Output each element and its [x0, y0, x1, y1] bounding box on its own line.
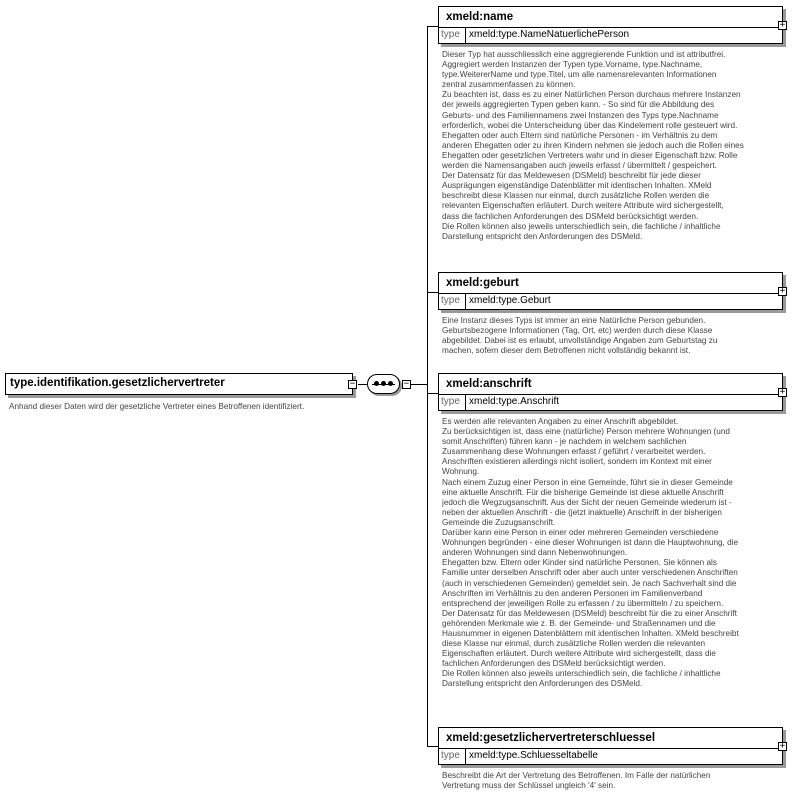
root-type-name: type.identifikation.gesetzlichervertreter	[10, 377, 225, 389]
element-type-row	[439, 394, 782, 410]
connector-branch-name	[427, 26, 438, 27]
connector-vertical-trunk	[427, 26, 428, 746]
element-type: xmeld:type.Schluesseltabelle	[469, 750, 598, 761]
element-type-row	[439, 748, 782, 764]
element-name: xmeld:anschrift	[446, 378, 532, 390]
element-type-row	[439, 293, 782, 309]
type-label: type	[439, 28, 466, 43]
element-type: xmeld:type.Anschrift	[469, 396, 560, 407]
element-name: xmeld:name	[446, 11, 514, 23]
expand-icon[interactable]: +	[779, 741, 786, 751]
element-type: xmeld:type.NameNatuerlichePerson	[469, 29, 630, 40]
root-description: Anhand dieser Daten wird der gesetzliche Vertreter eines Betroffenen identifiziert.	[9, 402, 305, 411]
element-description-geburt: Eine Instanz dieses Typs ist immer an eine Natürliche Person gebunden. Geburtsbezogene Informationen (Tag, Ort, etc) werden durch diese Klasse abgebildet. Dabei ist es erlaubt, unvollständige Angaben zum Geburtstag zu machen, sofern dieser dem Betroffenen nicht vollständig bekannt ist.	[442, 316, 718, 356]
connector-branch-anschrift	[427, 393, 438, 394]
element-description-anschrift: Es werden alle relevanten Angaben zu einer Anschrift abgebildet. Zu berücksichtigen ist, dass eine (natürliche) Person mehrere Wohnungen (und somit Anschriften) führen kann - je nachdem in welchem sachlichen Zusammenhang diese Wohnungen erfasst / geführt / verarbeitet werden. Anschriften existieren allerdings nicht isoliert, sondern im Kontext mit einer Wohnung. Nach einem Zuzug einer Person in eine Gemeinde, führt sie in dieser Gemeinde eine aktuelle Anschrift. Für die bisherige Gemeinde ist diese aktuelle Anschrift jedoch die Wegzugsanschrift. Aus der Sicht der neuen Gemeinde wiederum ist - neben der aktuellen Anschrift - die (jetzt inaktuelle) Anschrift in der bisherigen Gemeinde die Zuzugsanschrift. Darüber kann eine Person in einer oder mehreren Gemeinden verschiedene Wohnungen begründen - eine dieser Wohnungen ist dann die Hauptwohnung, die anderen Wohnungen sind dann Nebenwohnungen. Ehegatten bzw. Eltern oder Kinder sind natürliche Personen. Sie können als Familie unter derselben Anschrift oder aber auch unter verschiedenen Anschriften (auch in verschiedenen Gemeinden) gemeldet sein. Je nach Sachverhalt sind die Anschriften im Verhältnis zu den anderen Personen im Familienverband entsprechend der jeweiligen Rolle zu erfassen / zu übermitteln / zu speichern. Der Datensatz für das Meldewesen (DSMeld) beschreibt für die zu einer Anschrift gehörenden Merkmale wie z. B. der Gemeinde- und Straßennamen und die Hausnummer in eigenen Datenblättern mit identischen Inhalten. XMeld beschreibt diese Klasse nur einmal, durch zusätzliche Rollen werden die relevanten Eigenschaften erläutert. Durch weitere Attribute wird sichergestellt, dass die fachlichen Anforderungen des DSMeld berücksichtigt werden. Die Rollen können also jeweils unterschiedlich sein, die fachliche / inhaltliche Darstellung entspricht den Anforderungen des DSMeld.	[442, 417, 739, 689]
connector-branch-geburt	[427, 292, 438, 293]
expand-icon[interactable]: +	[779, 387, 786, 397]
type-label: type	[439, 395, 466, 410]
element-box-anschrift[interactable]	[438, 373, 786, 411]
element-box-vertreterschluessel[interactable]	[438, 727, 786, 765]
sequence-collapse-icon[interactable]: −	[403, 379, 410, 389]
element-box-geburt[interactable]	[438, 272, 786, 310]
connector-sequence-out	[411, 384, 427, 385]
root-type-box[interactable]	[5, 373, 356, 395]
expand-icon[interactable]: +	[779, 286, 786, 296]
element-type-row	[439, 27, 782, 43]
expand-icon[interactable]: +	[779, 20, 786, 30]
connector-root-to-sequence	[358, 384, 367, 385]
element-description-vertreterschluessel: Beschreibt die Art der Vertretung des Betroffenen. Im Falle der natürlichen Vertretung muss der Schlüssel ungleich '4' sein.	[442, 771, 711, 791]
root-collapse-icon[interactable]: −	[349, 379, 356, 389]
type-label: type	[439, 294, 466, 309]
element-box-name[interactable]	[438, 6, 786, 44]
type-label: type	[439, 749, 466, 764]
sequence-compositor[interactable]	[367, 374, 400, 394]
element-type: xmeld:type.Geburt	[469, 295, 551, 306]
element-description-name: Dieser Typ hat ausschliesslich eine aggregierende Funktion und ist attributfrei. Aggregiert werden Instanzen der Typen type.Vorname, type.Nachname, type.WeitererName und type.Titel, um alle namensrelevanten Informationen zentral zusammenfassen zu können. Zu beachten ist, dass es zu einer Natürlichen Person durchaus mehrere Instanzen der jeweils aggregierten Typen geben kann. - So sind für die Abbildung des Geburts- und des Familiennamens zwei Instanzen des Typs type.Nachname erforderlich, wobei die Unterscheidung über das Kindelement rolle gesteuert wird. Ehegatten oder auch Eltern sind natürliche Personen - im Verhältnis zu dem anderen Ehegatten oder zu ihren Kindern nehmen sie jedoch auch die Rollen eines Ehegatten oder gesetzlichen Vertreters wahr und in dieser Eigenschaft bzw. Rolle werden die Namensangaben auch jeweils erfasst / übermittelt / gespeichert. Der Datensatz für das Meldewesen (DSMeld) beschreibt für jede dieser Ausprägungen eigenständige Datenblätter mit identischen Inhalten. XMeld beschreibt diese Klassen nur einmal, durch zusätzliche Rollen werden die relevanten Eigenschaften erläutert. Durch weitere Attribute wird sichergestellt, dass die fachlichen Anforderungen des DSMeld berücksichtigt werden. Die Rollen können also jeweils unterschiedlich sein, die fachliche / inhaltliche Darstellung entspricht den Anforderungen des DSMeld.	[442, 50, 744, 241]
element-name: xmeld:geburt	[446, 277, 519, 289]
connector-branch-vertreterschluessel	[427, 746, 438, 747]
element-name: xmeld:gesetzlichervertreterschluessel	[446, 732, 656, 744]
